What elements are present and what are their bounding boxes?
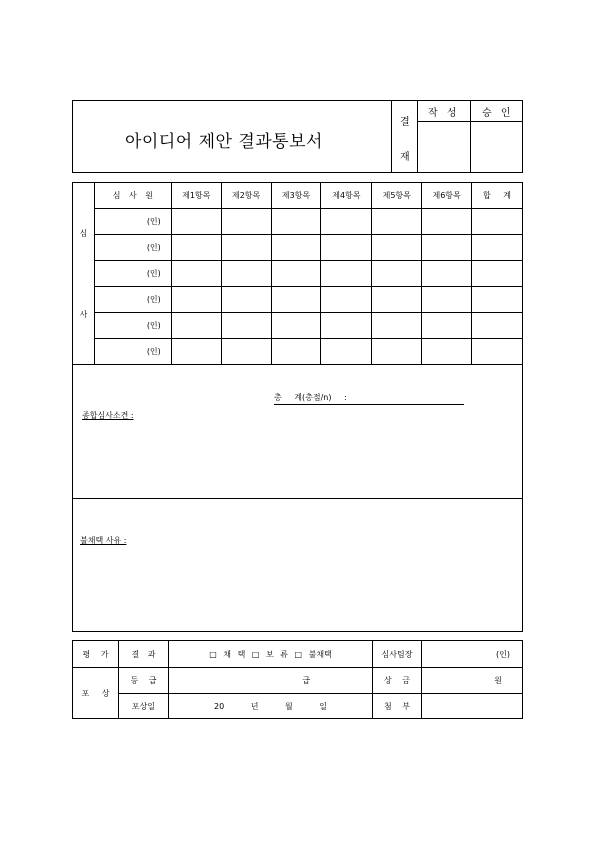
chief-seal: (인) <box>422 641 523 668</box>
prize-value: 원 <box>422 668 523 694</box>
reviewer-seal: (인) <box>94 235 171 261</box>
reward-label: 포 상 <box>73 668 119 719</box>
col-reviewer: 심 사 원 <box>94 183 171 209</box>
reward-table <box>72 640 523 719</box>
approval-approve-label: 승 인 <box>482 108 511 119</box>
reject-label: 불채택 사유 : <box>80 536 127 545</box>
chief-label: 심사팀장 <box>373 641 422 668</box>
reviewer-seal: (인) <box>94 313 171 339</box>
summary-box <box>72 364 523 499</box>
col-item-6: 제6항목 <box>422 183 472 209</box>
col-item-1: 제1항목 <box>171 183 221 209</box>
approval-label-2: 재 <box>400 152 410 163</box>
col-item-5: 제5항목 <box>372 183 422 209</box>
grade-label: 등 급 <box>119 668 169 694</box>
attach-value <box>422 694 523 719</box>
result-label: 결 과 <box>119 641 169 668</box>
total-label: 총 계(총점/n) : <box>274 393 347 402</box>
eval-label: 평 가 <box>73 641 119 668</box>
page-title: 아이디어 제안 결과통보서 <box>125 132 323 152</box>
col-total: 합 계 <box>472 183 523 209</box>
approval-approve-sign <box>470 121 523 173</box>
reviewer-seal: (인) <box>94 287 171 313</box>
approval-author-label: 작 성 <box>428 108 457 119</box>
review-side-label-2: 사 <box>79 309 88 319</box>
approval-author-sign <box>417 121 471 173</box>
reviewer-seal: (인) <box>94 209 171 235</box>
col-item-4: 제4항목 <box>321 183 372 209</box>
opinion-label: 종합심사소견 : <box>82 411 134 420</box>
reject-box <box>72 498 523 632</box>
total-underline <box>274 404 464 405</box>
date-label: 포상일 <box>119 694 169 719</box>
grade-value: 급 <box>169 668 373 694</box>
review-side-label <box>73 183 95 365</box>
result-options: □ 채 택 □ 보 류 □ 불채택 <box>169 641 373 668</box>
date-value: 20 년 월 일 <box>169 694 373 719</box>
review-side-label-1: 심 <box>79 228 88 238</box>
reviewer-seal: (인) <box>94 261 171 287</box>
reviewer-seal: (인) <box>94 339 171 365</box>
col-item-3: 제3항목 <box>271 183 321 209</box>
attach-label: 첨 부 <box>373 694 422 719</box>
review-table <box>72 182 523 365</box>
col-item-2: 제2항목 <box>221 183 271 209</box>
approval-label-1: 결 <box>400 117 410 128</box>
prize-label: 상 금 <box>373 668 422 694</box>
